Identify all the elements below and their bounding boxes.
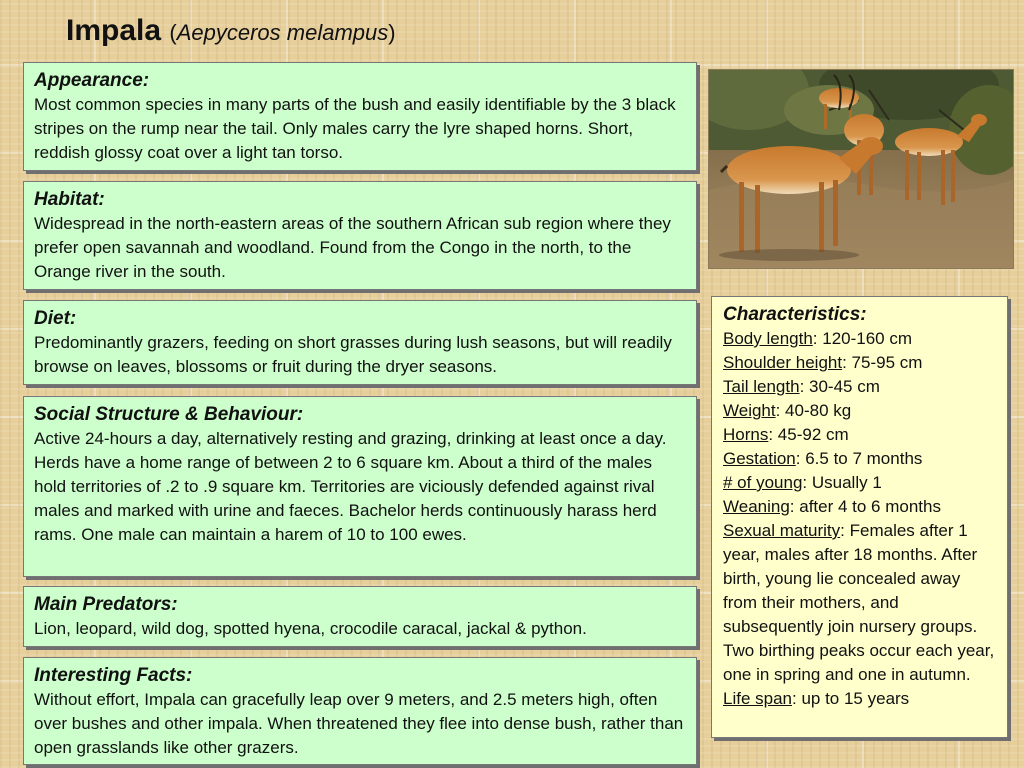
characteristic-label: Sexual maturity [723, 521, 841, 540]
diet-section [23, 300, 697, 385]
characteristic-value: : Usually 1 [802, 473, 882, 492]
diet-heading: Diet: [34, 308, 77, 329]
characteristic-label: Body length [723, 329, 813, 348]
scientific-name: Aepyceros melampus [176, 20, 389, 45]
characteristic-value: : 30-45 cm [799, 377, 880, 396]
characteristic-row [723, 327, 997, 351]
characteristic-row [723, 687, 997, 711]
social-text: Active 24-hours a day, alternatively resting and grazing, drinking at least once a day. Herds have a home range of between 2 to 6 square km. About a third of the males hold territories of .2 to .9 square km. Territories are viciously defended against rival males and marked with urine and faeces. Bachelor herds continuously harass herd rams. One male can maintain a harem of 10 to 100 ewes. [34, 429, 667, 544]
social-structure-section [23, 396, 697, 577]
facts-heading: Interesting Facts: [34, 665, 193, 686]
characteristics-list [723, 327, 997, 711]
impala-photo-icon [709, 70, 1013, 268]
scientific-name-wrapper [169, 20, 395, 45]
habitat-heading: Habitat: [34, 189, 105, 210]
characteristic-row [723, 519, 997, 687]
characteristic-value: : 40-80 kg [775, 401, 852, 420]
characteristic-value: : 45-92 cm [768, 425, 849, 444]
characteristic-row [723, 471, 997, 495]
characteristic-row [723, 351, 997, 375]
facts-text: Without effort, Impala can gracefully leap over 9 meters, and 2.5 meters high, often over bushes and other impala. When threatened they flee into dense bush, rather than open grasslands like other grazers. [34, 690, 684, 757]
diet-text: Predominantly grazers, feeding on short grasses during lush seasons, but will readily browse on leaves, blossoms or fruit during the dryer seasons. [34, 333, 672, 376]
page-title [66, 14, 396, 48]
characteristic-row [723, 399, 997, 423]
characteristic-label: Weight [723, 401, 776, 420]
social-heading: Social Structure & Behaviour: [34, 404, 304, 425]
characteristic-label: Horns [723, 425, 769, 444]
predators-text: Lion, leopard, wild dog, spotted hyena, crocodile caracal, jackal & python. [34, 619, 587, 638]
characteristic-value: : 75-95 cm [842, 353, 923, 372]
paren-close: ) [388, 20, 396, 45]
characteristic-row [723, 447, 997, 471]
appearance-heading: Appearance: [34, 70, 150, 91]
characteristic-row [723, 375, 997, 399]
characteristic-row [723, 495, 997, 519]
characteristic-label: # of young [723, 473, 803, 492]
characteristic-value: : up to 15 years [792, 689, 910, 708]
predators-section [23, 586, 697, 647]
characteristic-label: Shoulder height [723, 353, 843, 372]
characteristic-label: Weaning [723, 497, 790, 516]
characteristic-label: Gestation [723, 449, 796, 468]
paren-open: ( [169, 20, 177, 45]
appearance-section [23, 62, 697, 171]
characteristic-label: Tail length [723, 377, 800, 396]
characteristics-section [711, 296, 1008, 738]
characteristic-value: : 120-160 cm [812, 329, 913, 348]
predators-heading: Main Predators: [34, 594, 178, 615]
habitat-section [23, 181, 697, 290]
characteristic-row [723, 423, 997, 447]
facts-section [23, 657, 697, 765]
characteristic-value: : after 4 to 6 months [789, 497, 941, 516]
impala-photo [708, 69, 1014, 269]
characteristic-value: : Females after 1 year, males after 18 months. After birth, young lie concealed away from their mothers, and subsequently join nursery groups. Two birthing peaks occur each year, one in spring and one in autumn. [723, 521, 995, 684]
characteristic-label: Life span [723, 689, 792, 708]
common-name: Impala [66, 14, 162, 47]
characteristics-heading: Characteristics: [723, 304, 867, 325]
habitat-text: Widespread in the north-eastern areas of the southern African sub region where they prefer open savannah and woodland. Found from the Congo in the north, to the Orange river in the south. [34, 214, 671, 281]
characteristic-value: : 6.5 to 7 months [795, 449, 923, 468]
appearance-text: Most common species in many parts of the bush and easily identifiable by the 3 black stripes on the rump near the tail. Only males carry the lyre shaped horns. Short, reddish glossy coat over a light tan torso. [34, 95, 676, 162]
